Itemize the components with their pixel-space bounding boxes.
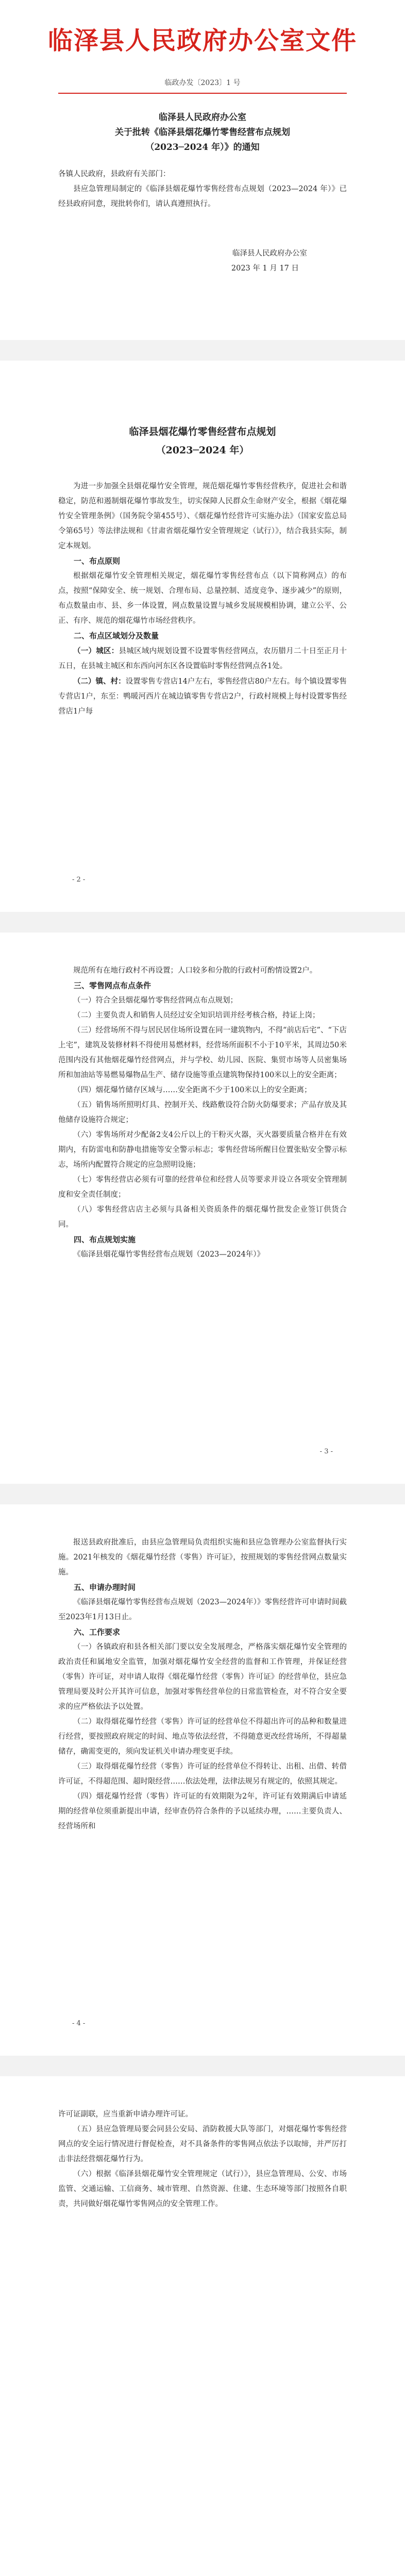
page-3 [0,933,405,1484]
section-3-item-5: （五）销售场所照明灯具、控制开关、线路敷设符合防火防爆要求；产品存放及其他储存设施符合规定； [58,1101,347,1124]
notice-title-line1: 关于批转《临泽县烟花爆竹零售经营布点规划 [115,127,290,138]
notice-salutation: 各镇人民政府，县政府有关部门： [58,170,171,178]
plan-title-line1: 临泽县烟花爆竹零售经营布点规划 [129,426,276,437]
section-3-item-4: （四）烟花爆竹储存区域与……安全距离不少于100米以上的安全距离； [73,1086,312,1094]
section-1-heading: 一、布点原则 [74,556,121,566]
section-5-body: 《临泽县烟花爆竹零售经营布点规划（2023—2024年）》零售经营许可申请时间截至2023年1月13日止。 [58,1598,347,1621]
section-6-heading: 六、工作要求 [74,1628,121,1637]
section-3-item-6: （六）零售场所对少配备2支4公斤以上的干粉灭火器，灭火器要质量合格并在有效期内，有防雷电和防静电措施等安全警示标志；零售经营场所醒目位置张贴安全警示标志，场所内配置符合规定的应急照明设施； [58,1131,347,1169]
section-4-body: 《临泽县烟花爆竹零售经营布点规划（2023—2024年）》 [73,1250,265,1259]
page-2 [0,361,405,912]
section-6-item-2: （二）取得烟花爆竹经营（零售）许可证的经营单位不得超出许可的品种和数量进行经营，要按照政府规定的时间、地点等依法经营，不得随意更改经营场所，不得超量储存，确需变更的，须向发证机关申请办理变更手续。 [58,1718,347,1756]
section-3-item-2: （二）主要负责人和销售人员经过安全知识培训并经考核合格，持证上岗； [73,1011,320,1020]
section-3-item-3: （三）经营场所不得与居民居住场所设置在同一建筑物内，不得“前店后宅”、“下店上宅”，建筑及装修材料不得使用易燃材料，经营场所面积不小于10平米，其周边50米范围内没有其他烟花爆竹经营网点，并与学校、幼儿园、医院、集贸市场等人员密集场所和加油站等易燃易爆物品生产、储存设施等重点建筑物保持100米以上的安全距离； [58,1026,347,1079]
page-5 [0,2076,405,2576]
section-3-intro: 规范所有在地行政村不再设置；人口较多和分散的行政村可酌情设置2户。 [73,967,317,975]
page-4 [0,1504,405,2056]
notice-title-line2: （2023─2024 年）》的通知 [145,142,260,152]
plan-title-line2: （2023─2024 年） [156,445,249,456]
notice-signature-org: 临泽县人民政府办公室 [232,249,307,258]
plan-intro: 为进一步加强全县烟花爆竹安全管理，规范烟花爆竹零售经营秩序，促进社会和谐稳定，防范和遏制烟花爆竹事故发生，切实保障人民群众生命财产安全，根据《烟花爆竹安全管理条例》（国务院令第455号）、《烟花爆竹经营许可实施办法》（国家安监总局令第65号）等法律法规和《甘肃省烟花爆竹安全管理规定（试行）》，结合我县实际，制定本规划。 [58,482,347,550]
page-number: - 3 - [319,1448,333,1455]
section-6-item-4: （四）烟花爆竹经营（零售）许可证的有效期限为2年，许可证有效期满后申请延期的经营单位须重新提出申请，经审查仍符合条件的予以延续办理，……主要负责人、经营场所和 [58,1792,347,1831]
section-2-para-1: （一）城区：县城区域内规划设置不设置零售经营网点，农历腊月二十日至正月十五日，在县城主城区和东西向河东区各设置临时零售经营网点各1处。 [58,647,347,670]
section-6-item-4-continued: 许可证副联，应当重新申请办理许可证。 [58,2110,193,2119]
notice-issuer: 临泽县人民政府办公室 [159,112,246,123]
section-6-item-3: （三）取得烟花爆竹经营（零售）许可证的经营单位不得转让、出租、出借、转借许可证，不得超范围、超时限经营……依法处理，法律法规另有规定的，依照其规定。 [58,1762,347,1786]
notice-signature-date: 2023 年 1 月 17 日 [231,264,299,273]
section-4-heading: 四、布点规划实施 [74,1235,136,1244]
document-number: 临政办发〔2023〕1 号 [164,79,241,87]
section-3-item-8: （八）零售经营店店主必须与具备相关资质条件的烟花爆竹批发企业签订供货合同。 [58,1206,347,1229]
section-2-para-2: （二）镇、村：设置零售专营店14户左右，零售经营店80户左右。每个镇设置零售专营店1户，东至：鸭暖河西片在城边镇零售专营店2户，行政村规模上每村设置零售经营店1户每 [58,677,347,716]
section-2-para-2-lead: （二）镇、村： [73,677,126,686]
notice-body: 县应急管理局制定的《临泽县烟花爆竹零售经营布点规划（2023—2024 年）》已经县政府同意，现批转你们，请认真遵照执行。 [58,185,347,208]
section-2-para-1-lead: （一）城区： [73,647,119,655]
section-5-heading: 五、申请办理时间 [74,1583,136,1592]
section-3-heading: 三、零售网点布点条件 [74,981,151,990]
section-1-body: 根据烟花爆竹安全管理相关规定，烟花爆竹零售经营布点（以下简称网点）的布点，按照“保障安全、统一规划、合理布局、总量控制、适度竞争、逐步减少”的原则，布点数量由市、县、乡一体设置，网点数量设置与城乡发展规模相协调，建立公平、公正、有序、规范的烟花爆竹市场经营秩序。 [58,572,347,625]
page-number: - 2 - [72,876,86,884]
section-6-item-6: （六）根据《临泽县烟花爆竹安全管理规定（试行）》，县应急管理局、公安、市场监管、交通运输、工信商务、城市管理、自然资源、住建、生态环境等部门按照各自职责，共同做好烟花爆竹零售网点的安全管理工作。 [58,2170,347,2208]
section-2-heading: 二、布点区域划分及数量 [74,631,159,640]
page-1 [0,0,405,340]
section-3-item-1: （一）符合全县烟花爆竹零售经营网点布点规划； [73,996,238,1005]
section-6-item-5: （五）县应急管理局要会同县公安局、消防救援大队等部门，对烟花爆竹零售经营网点的安全运行情况进行督促检查，对不具备条件的零售网点依法予以取缔，并严厉打击非法经营烟花爆竹行为。 [58,2125,347,2163]
section-4-continued: 报送县政府批准后，由县应急管理局负责组织实施和县应急管理办公室监督执行实施。2021年核发的《烟花爆竹经营（零售）许可证》，按照规划的零售经营网点数量实施。 [58,1538,347,1577]
red-divider-line [58,93,347,94]
document-header-title: 临泽县人民政府办公室文件 [47,26,357,55]
section-3-item-7: （七）零售经营店必须有可靠的经营单位和经营人员等要求并设立各项安全管理制度和安全责任制度； [58,1176,347,1199]
section-6-item-1: （一）各镇政府和县各相关部门要以安全发展理念，严格落实烟花爆竹安全管理的政治责任和属地安全监管，加强对烟花爆竹安全经营的监督和工作管理，并保证经营（零售）许可证，对申请人取得《烟花爆竹经营（零售）许可证》的经营单位，县应急管理局要及时公开其许可信息，加强对零售经营单位的日常监管检查，对不符合安全要求的应严格依法予以处置。 [58,1643,347,1711]
page-number: - 4 - [72,2020,86,2027]
